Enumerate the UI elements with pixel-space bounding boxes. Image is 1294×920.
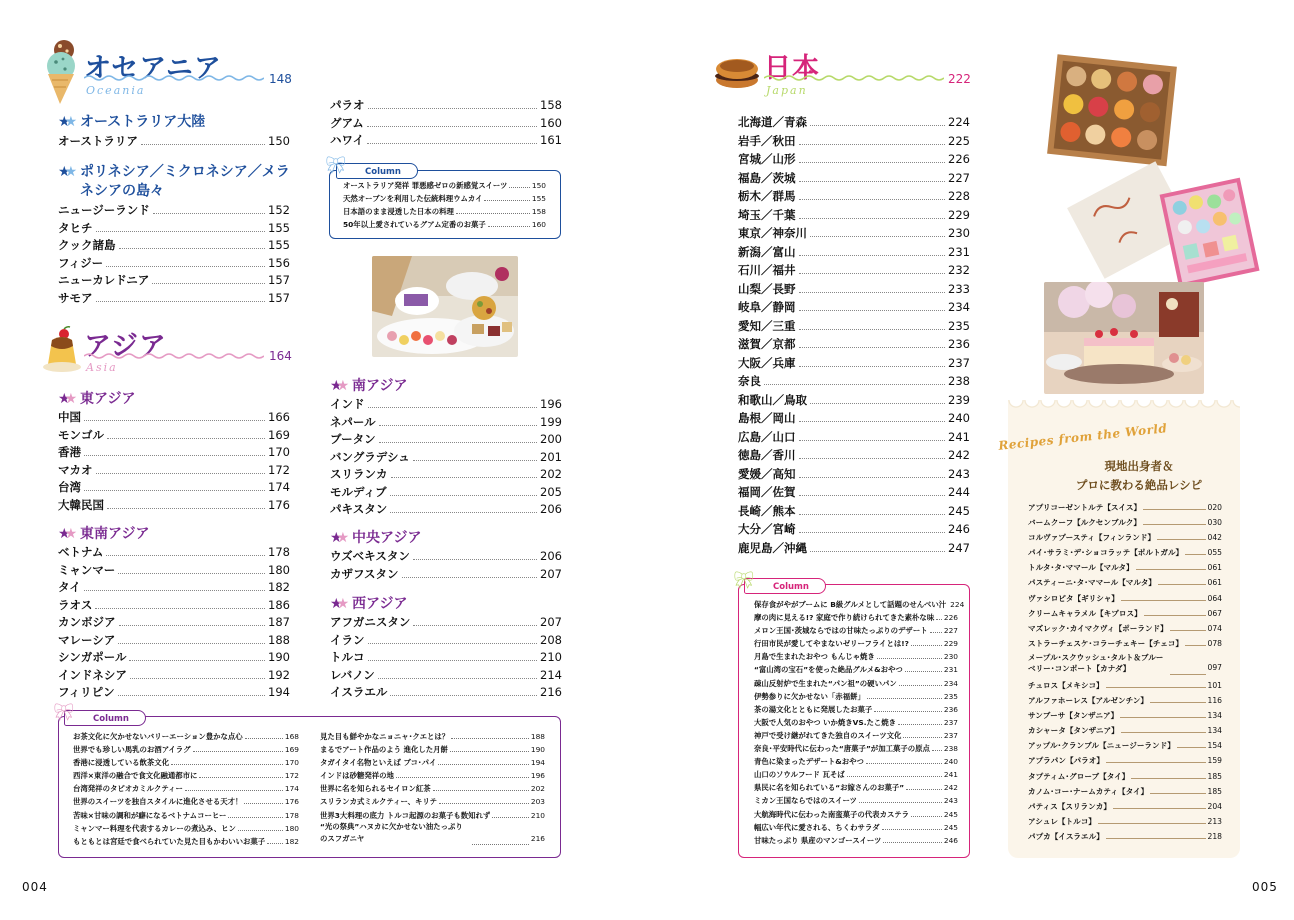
list-item[interactable]: 大阪で人気のおやつ いか焼きVS.たこ焼き 237 [754,717,958,727]
list-item[interactable]: 幅広い年代に愛される、ちくわサラダ 245 [754,822,958,832]
recipe-lace-border [1008,400,1240,416]
ribbon-icon: 🎀︎ [733,571,755,591]
list-item[interactable]: アップル･クランブル【ニュージーランド】 154 [1028,741,1222,751]
list-item[interactable]: 和歌山／鳥取 239 [738,392,970,407]
list-item[interactable]: ハワイ 161 [330,133,562,147]
list-item[interactable]: 鹿児島／沖縄 247 [738,540,970,555]
list-item[interactable]: 甘味たっぷり 県産のマンゴースイーツ 246 [754,835,958,845]
list-item[interactable]: ミャンマー料理を代表するカレーの煮込み、ヒン 180 [73,823,299,833]
list-item[interactable]: タイ 182 [58,580,290,594]
list-item[interactable]: 福岡／佐賀 244 [738,485,970,499]
list-item[interactable]: チュロス【メキシコ】 101 [1028,680,1222,690]
star-icon: ★★ [58,391,72,407]
list-item[interactable]: ニュージーランド 152 [58,203,290,217]
list-item[interactable]: 長崎／熊本 245 [738,503,970,518]
ribbon-icon: 🎀︎ [325,156,347,176]
oceania-column-list [343,179,546,231]
list-item[interactable]: 月島で生まれたおやつ もんじゃ焼き 230 [754,652,958,662]
list-item[interactable]: 宮城／山形 226 [738,152,970,166]
list-item[interactable]: アプラパン【パラオ】 159 [1028,756,1222,766]
folio-left: 004 [22,880,48,894]
asia-subtitle: Asia [86,361,118,374]
list-item[interactable]: メープル･スクウッシュ･タルト＆ブルーベリー･コンポート【カナダ】 097 [1028,652,1222,674]
list-item[interactable]: マレーシア 188 [58,632,290,647]
oceania-group-2-title: ★★ ポリネシア／ミクロネシア／メラネシアの島々 [58,164,290,199]
list-item[interactable]: フィリピン 194 [58,685,290,699]
oceania-subtitle: Oceania [86,84,146,97]
list-item[interactable]: 世界でも珍しい馬乳のお酒アイラグ 169 [73,745,299,755]
list-item[interactable]: アルファホーレス【アルゼンチン】 116 [1028,696,1222,706]
list-item[interactable]: 50年以上愛されているグアム定番のお菓子 160 [343,220,546,230]
list-item[interactable]: スリランカ式ミルクティー、キリテ 203 [320,797,545,807]
list-item[interactable]: 疎山反射炉で生まれた“パン祖”の硬いパン 234 [754,678,958,688]
list-item[interactable]: 奈良 238 [738,374,970,388]
list-item[interactable]: モルディブ 205 [330,484,562,499]
list-item[interactable]: 台湾 174 [58,480,290,494]
star-icon: ★★ [58,526,72,542]
list-item[interactable]: アフガニスタン 207 [330,615,562,629]
list-item[interactable]: 伊勢参りに欠かせない「赤福餅」 235 [754,691,958,701]
list-item[interactable]: 青色に染まったデザート&おやつ 240 [754,757,958,767]
list-item[interactable]: イスラエル 216 [330,685,562,699]
list-item[interactable]: モンゴル 169 [58,427,290,442]
oceania-wave [84,74,264,82]
japan-list [738,113,970,557]
asia-column-tag: 🎀︎ Column [64,710,146,726]
list-item[interactable]: 栃木／群馬 228 [738,189,970,203]
japan-column-tag: 🎀︎ Column [744,578,826,594]
list-item[interactable]: サンブーサ【タンザニア】 134 [1028,711,1222,721]
pudding-icon [42,326,82,374]
japan-column-list [754,598,965,847]
list-item[interactable]: イラン 208 [330,632,562,647]
list-item[interactable]: インドは砂糖発祥の地 196 [320,771,545,781]
list-item[interactable]: カノム･コー･ナームカティ【タイ】 185 [1028,786,1222,796]
list-item[interactable]: ベトナム 178 [58,545,290,559]
list-item[interactable]: サモア 157 [58,290,290,305]
ribbon-icon: 🎀︎ [53,703,75,723]
asia-east-list [58,409,290,514]
list-item[interactable]: 岩手／秋田 225 [738,133,970,148]
list-item[interactable]: 大阪／兵庫 237 [738,355,970,370]
list-item[interactable]: 愛知／三重 235 [738,318,970,333]
list-item[interactable]: パキスタン 206 [330,502,562,516]
list-item[interactable]: タガイタイ名物といえば ブコ･パイ 194 [320,758,545,768]
asia-south-title: ★★ 南アジア [330,378,408,394]
list-item[interactable]: 苦味×甘味の調和が癖になるベトナムコーヒー 178 [73,810,299,820]
star-icon: ★★ [58,114,72,130]
list-item[interactable]: 東京／神奈川 230 [738,226,970,240]
list-item[interactable]: ストラーチェスケ･コラーチェキー【チェコ】 078 [1028,638,1222,648]
oceania-right-list [330,97,562,150]
list-item[interactable]: 世界に名を知られるセイロン紅茶 202 [320,784,545,794]
oceania-title: オセアニア [84,53,222,84]
list-item[interactable]: 新潟／富山 231 [738,244,970,259]
list-item[interactable]: 行田市民が愛してやまないゼリーフライとは!? 229 [754,639,958,649]
asia-southeast-list [58,544,290,702]
list-item[interactable]: 香港 170 [58,445,290,459]
asian-sweets-photo [372,256,518,357]
list-item[interactable]: カンボジア 187 [58,615,290,629]
list-item[interactable]: オーストラリア発祥 罪悪感ゼロの新感覚スイーツ 150 [343,181,546,190]
list-item[interactable]: 埼玉／千葉 229 [738,207,970,222]
star-icon: ★★ [58,164,72,180]
list-item[interactable]: マカオ 172 [58,462,290,477]
list-item[interactable]: パスティーニ･タ･ママール【マルタ】 061 [1028,578,1222,588]
list-item[interactable]: 島根／岡山 240 [738,411,970,425]
oceania-group-1-list [58,133,290,151]
asia-page: 164 [269,349,292,363]
list-item[interactable]: ラオス 186 [58,597,290,612]
recipe-title-en: Recipes from the World [997,421,1168,453]
list-item[interactable]: 大航海時代に伝わった南蛮菓子の代表カステラ 245 [754,809,958,819]
oceania-group-2-list [58,202,290,307]
list-item[interactable]: インドネシア 192 [58,667,290,682]
ice-cream-icon [44,38,80,106]
list-item[interactable]: アプリコーゼントルテ【スイス】 020 [1028,503,1222,512]
list-item[interactable]: バングラデシュ 201 [330,449,562,464]
list-item[interactable]: アシュレ【トルコ】 213 [1028,816,1222,826]
list-item[interactable]: 大分／宮崎 246 [738,522,970,536]
list-item[interactable]: 滋賀／京都 236 [738,337,970,351]
list-item[interactable]: “富山湾の宝石”を使った絶品グルメ&おやつ 231 [754,665,958,675]
list-item[interactable]: ブータン 200 [330,432,562,446]
japan-subtitle: Japan [766,84,808,97]
list-item[interactable]: トルコ 210 [330,650,562,664]
list-item[interactable]: 天然オーブンを利用した伝統料理ウムカイ 155 [343,194,546,204]
list-item[interactable]: レバノン 214 [330,667,562,682]
list-item[interactable]: ウズベキスタン 206 [330,549,562,563]
list-item[interactable]: 大韓民国 176 [58,497,290,512]
recipe-list [1028,500,1222,844]
list-item[interactable]: 世界のスイーツを独自スタイルに進化させる天才！ 176 [73,797,299,807]
list-item[interactable]: 香港に浸透している飲茶文化 170 [73,758,299,768]
list-item[interactable]: もともとは宮廷で食べられていた見た目もかわいいお菓子 182 [73,836,299,846]
list-item[interactable]: パプカ【イスラエル】 218 [1028,831,1222,841]
list-item[interactable]: 世界3大料理の底力 トルコ起源のお菓子も数知れず 210 [320,810,545,820]
list-item[interactable]: ミカン王国ならではのスイーツ 243 [754,796,958,806]
japan-page: 222 [948,72,971,86]
list-item[interactable]: 北海道／青森 224 [738,115,970,129]
list-item[interactable]: クリームキャラメル【キプロス】 067 [1028,608,1222,618]
list-item[interactable]: まるでアート作品のよう 進化した月餅 190 [320,745,545,755]
list-item[interactable]: “光の祭典”ハヌカに欠かせない油たっぷりのスフガニヤ 216 [320,821,545,843]
list-item[interactable]: 岐阜／静岡 234 [738,300,970,314]
list-item[interactable]: 広島／山口 241 [738,429,970,444]
wagashi-box-photo [1040,50,1260,290]
list-item[interactable]: メロン王国･茨城ならではの甘味たっぷりのデザート 227 [754,626,958,636]
asia-title: アジア [84,331,167,362]
list-item[interactable]: 福島／茨城 227 [738,170,970,185]
list-item[interactable]: ニューカレドニア 157 [58,273,290,287]
list-item[interactable]: 茶の湯文化とともに発展したお菓子 236 [754,704,958,714]
asia-south-list [330,396,562,519]
list-item[interactable]: 日本語のまま浸透した日本の料理 158 [343,207,546,217]
asia-column-left-list [73,730,299,848]
list-item[interactable]: パティス【スリランカ】 204 [1028,801,1222,811]
list-item[interactable]: クック諸島 155 [58,238,290,252]
list-item[interactable]: 保存食がやがブームに B級グルメとして話題のせんべい汁 224 [754,600,965,609]
japan-wave [764,74,944,82]
list-item[interactable]: グアム 160 [330,115,562,130]
list-item[interactable]: パイ･サラミ･デ･ショコラッテ【ポルトガル】 055 [1028,548,1222,558]
list-item[interactable]: タプティム･グローブ【タイ】 185 [1028,771,1222,781]
recipe-title: 現地出身者＆ プロに教わる絶品レシピ [1075,459,1203,492]
asia-central-title: ★★ 中央アジア [330,530,422,546]
asia-southeast-title: ★★ 東南アジア [58,526,150,542]
list-item[interactable]: 山口のソウルフード 瓦そば 241 [754,770,958,780]
list-item[interactable]: ヴァシロピタ【ギリシャ】 064 [1028,593,1222,603]
list-item[interactable]: フィジー 156 [58,255,290,270]
list-item[interactable]: ミャンマー 180 [58,562,290,577]
list-item[interactable]: 台湾発祥のタピオカミルクティー 174 [73,784,299,794]
list-item[interactable]: カザフスタン 207 [330,566,562,581]
asia-central-list [330,548,562,583]
list-item[interactable]: 石川／福井 232 [738,263,970,277]
list-item[interactable]: お茶文化に欠かせないバリーエーション豊かな点心 168 [73,732,299,741]
oceania-column-tag: 🎀︎ Column [336,163,418,179]
hina-festival-photo [1044,282,1204,394]
list-item[interactable]: オーストラリア 150 [58,134,290,148]
list-item[interactable]: 中国 166 [58,410,290,424]
list-item[interactable]: パラオ 158 [330,98,562,112]
list-item[interactable]: ネパール 199 [330,414,562,429]
asia-column-right-list [320,730,545,848]
list-item[interactable]: トルタ･タ･ママール【マルタ】 061 [1028,563,1222,573]
asia-east-title: ★★ 東アジア [58,391,136,407]
star-icon: ★★ [330,596,344,612]
list-item[interactable]: 山梨／長野 233 [738,281,970,296]
asia-wave [84,352,264,360]
list-item[interactable]: 奈良･平安時代に伝わった“唐菓子”が加工菓子の原点 238 [754,744,958,754]
list-item[interactable]: バームクーフ【ルクセンブルク】 030 [1028,518,1222,528]
star-icon: ★★ [330,530,344,546]
list-item[interactable]: 徳島／香川 242 [738,448,970,462]
folio-right: 005 [1252,880,1278,894]
list-item[interactable]: タヒチ 155 [58,220,290,235]
japan-title: 日本 [764,53,820,84]
dorayaki-icon [714,54,760,90]
asia-west-title: ★★ 西アジア [330,596,408,612]
list-item[interactable]: 摩の肉に見える!? 家庭で作り続けられてきた素朴な味 226 [754,613,958,623]
list-item[interactable]: シンガポール 190 [58,650,290,664]
list-item[interactable]: 西洋×東洋の融合で食文化融通都市に 172 [73,771,299,781]
list-item[interactable]: カシャータ【タンザニア】 134 [1028,726,1222,736]
list-item[interactable]: 愛媛／高知 243 [738,466,970,481]
list-item[interactable]: マズレック･カイマクヴィ【ポーランド】 074 [1028,623,1222,633]
oceania-group-1-title: ★★ オーストラリア大陸 [58,114,206,130]
list-item[interactable]: 見た目も鮮やかなニョニャ･クエとは？ 188 [320,732,545,741]
list-item[interactable]: インド 196 [330,397,562,411]
star-icon: ★★ [330,378,344,394]
list-item[interactable]: 神戸で受け継がれてきた独自のスイーツ文化 237 [754,730,958,740]
list-item[interactable]: スリランカ 202 [330,467,562,481]
list-item[interactable]: コルヴァプースティ【フィンランド】 042 [1028,533,1222,543]
oceania-page: 148 [269,72,292,86]
asia-west-list [330,614,562,702]
list-item[interactable]: 県民に名を知られている“お嫁さんのお菓子” 242 [754,783,958,793]
